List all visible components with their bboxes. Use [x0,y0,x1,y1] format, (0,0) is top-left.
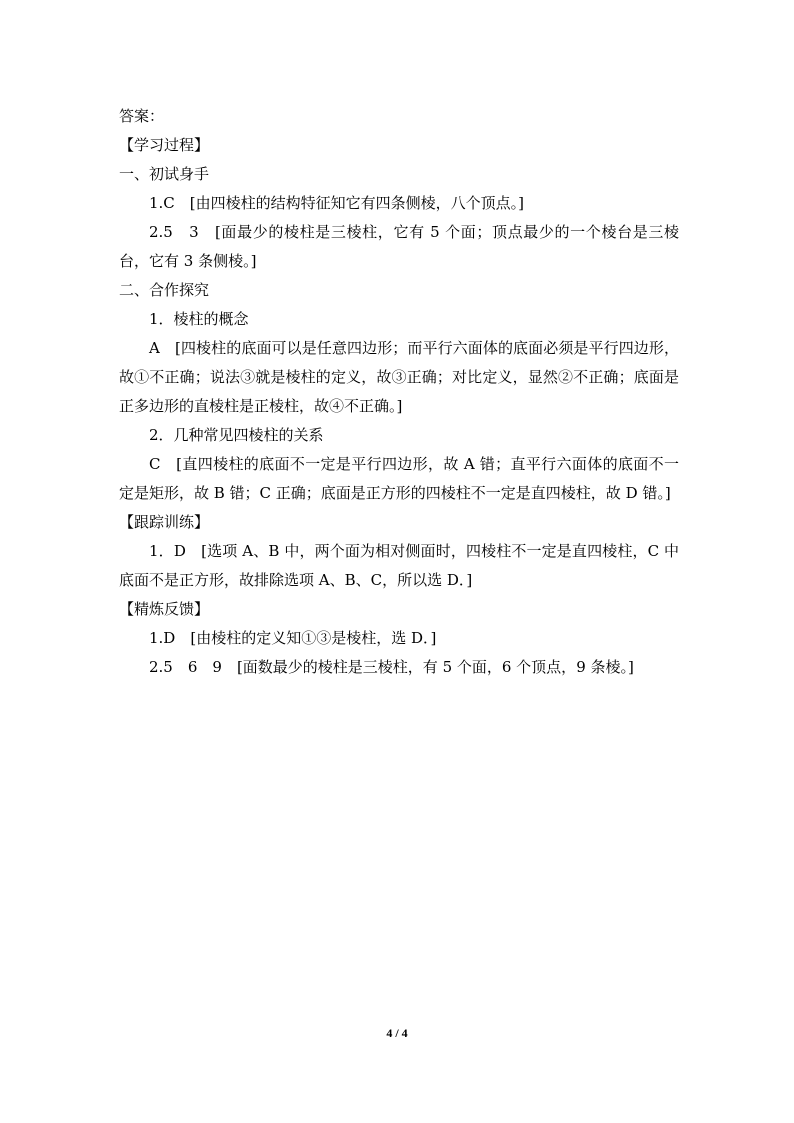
section-refined-feedback: 【精炼反馈】 [119,600,210,618]
feedback-answer-1: 1.D [由棱柱的定义知①③是棱柱，选 D．] [149,629,437,647]
topic2-answer: C [直四棱柱的底面不一定是平行四边形，故 A 错；直平行六面体的底面不一定是矩形，故 B 错；C 正确；底面是正方形的四棱柱不一定是直四棱柱，故 D 错。] [119,455,679,502]
section-tracking-training: 【跟踪训练】 [119,513,210,531]
topic1-answer: A [四棱柱的底面可以是任意四边形；而平行六面体的底面必须是平行四边形，故①不正确；说法③就是棱柱的定义，故③正确；对比定义，显然②不正确；底面是正多边形的直棱柱是正棱柱，故④不正确。] [119,339,679,415]
topic2-heading: 2．几种常见四棱柱的关系 [149,426,324,444]
section-learning-process: 【学习过程】 [119,136,210,154]
page-number: 4 / 4 [386,1026,408,1040]
part1-answer-2: 2.5 3 [面最少的棱柱是三棱柱，它有 5 个面；顶点最少的一个棱台是三棱台，它有 3 条侧棱。] [119,223,679,270]
topic1-heading: 1．棱柱的概念 [149,310,249,328]
part1-answer-1: 1.C [由四棱柱的结构特征知它有四条侧棱，八个顶点。] [149,194,524,212]
feedback-answer-2: 2.5 6 9 [面数最少的棱柱是三棱柱，有 5 个面，6 个顶点，9 条棱。] [149,658,634,676]
part1-title: 一、初试身手 [119,165,210,183]
answer-document [119,102,679,682]
answer-title: 答案： [119,107,165,125]
tracking-answer-1: 1．D [选项 A、B 中，两个面为相对侧面时，四棱柱不一定是直四棱柱，C 中底面不是正方形，故排除选项 A、B、C，所以选 D．] [119,542,679,589]
part2-title: 二、合作探究 [119,281,210,299]
